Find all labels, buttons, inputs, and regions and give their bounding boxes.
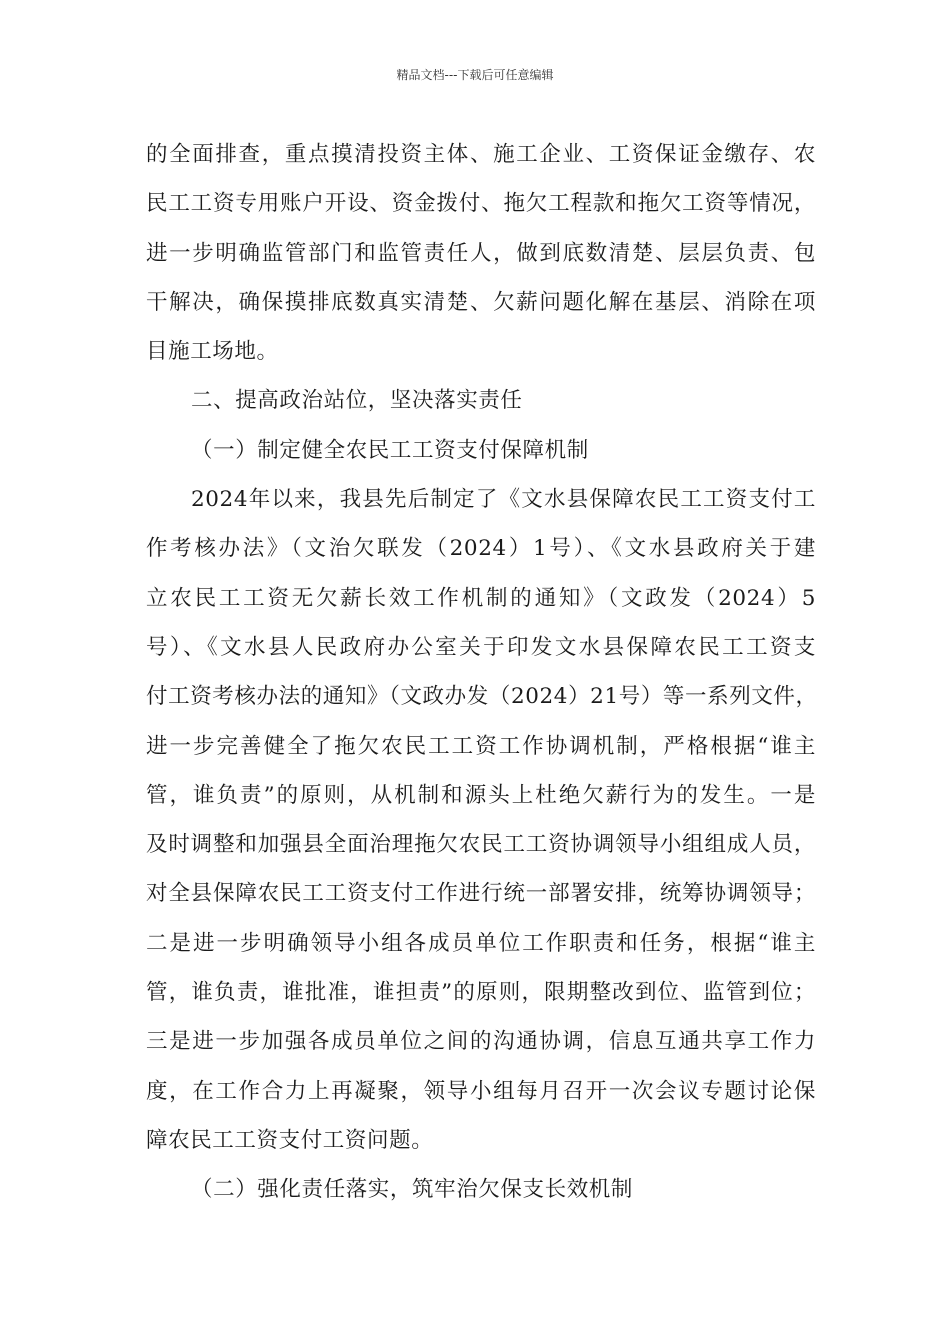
- body-line: 对全县保障农民工工资支付工作进行统一部署安排，统筹协调领导；: [146, 881, 816, 907]
- body-line: 二是进一步明确领导小组各成员单位工作职责和任务，根据“谁主: [146, 930, 816, 956]
- body-line: 管，谁负责”的原则，从机制和源头上杜绝欠薪行为的发生。一是: [146, 782, 816, 808]
- body-line: 2024年以来，我县先后制定了《文水县保障农民工工资支付工: [191, 487, 816, 513]
- document-body: [146, 130, 816, 1215]
- section-heading: 二、提高政治站位，坚决落实责任: [191, 388, 523, 414]
- body-line: 目施工场地。: [146, 339, 279, 365]
- body-line: 号）、《文水县人民政府办公室关于印发文水县保障农民工工资支: [146, 634, 816, 660]
- body-line: 干解决，确保摸排底数真实清楚、欠薪问题化解在基层、消除在项: [146, 289, 816, 315]
- body-line: 及时调整和加强县全面治理拖欠农民工工资协调领导小组组成人员，: [146, 832, 816, 858]
- body-line: 管，谁负责，谁批准，谁担责”的原则，限期整改到位、监管到位；: [146, 980, 816, 1006]
- page-header: 精品文档---下载后可任意编辑: [396, 68, 554, 82]
- body-line: 民工工资专用账户开设、资金拨付、拖欠工程款和拖欠工资等情况，: [146, 191, 816, 217]
- body-line: 进一步完善健全了拖欠农民工工资工作协调机制，严格根据“谁主: [146, 733, 816, 759]
- body-line: 障农民工工资支付工资问题。: [146, 1127, 434, 1153]
- subsection-heading: （二）强化责任落实，筑牢治欠保支长效机制: [191, 1177, 634, 1203]
- body-line: 度，在工作合力上再凝聚，领导小组每月召开一次会议专题讨论保: [146, 1078, 816, 1104]
- body-line: 进一步明确监管部门和监管责任人，做到底数清楚、层层负责、包: [146, 240, 816, 266]
- body-line: 的全面排查，重点摸清投资主体、施工企业、工资保证金缴存、农: [146, 142, 816, 167]
- body-line: 付工资考核办法的通知》（文政办发（2024）21号）等一系列文件，: [146, 684, 818, 710]
- body-line: 立农民工工资无欠薪长效工作机制的通知》（文政发（2024）5: [146, 585, 816, 611]
- body-line: 作考核办法》（文治欠联发（2024）1号）、《文水县政府关于建: [146, 536, 816, 562]
- subsection-heading: （一）制定健全农民工工资支付保障机制: [191, 437, 589, 463]
- body-line: 三是进一步加强各成员单位之间的沟通协调，信息互通共享工作力: [146, 1029, 816, 1055]
